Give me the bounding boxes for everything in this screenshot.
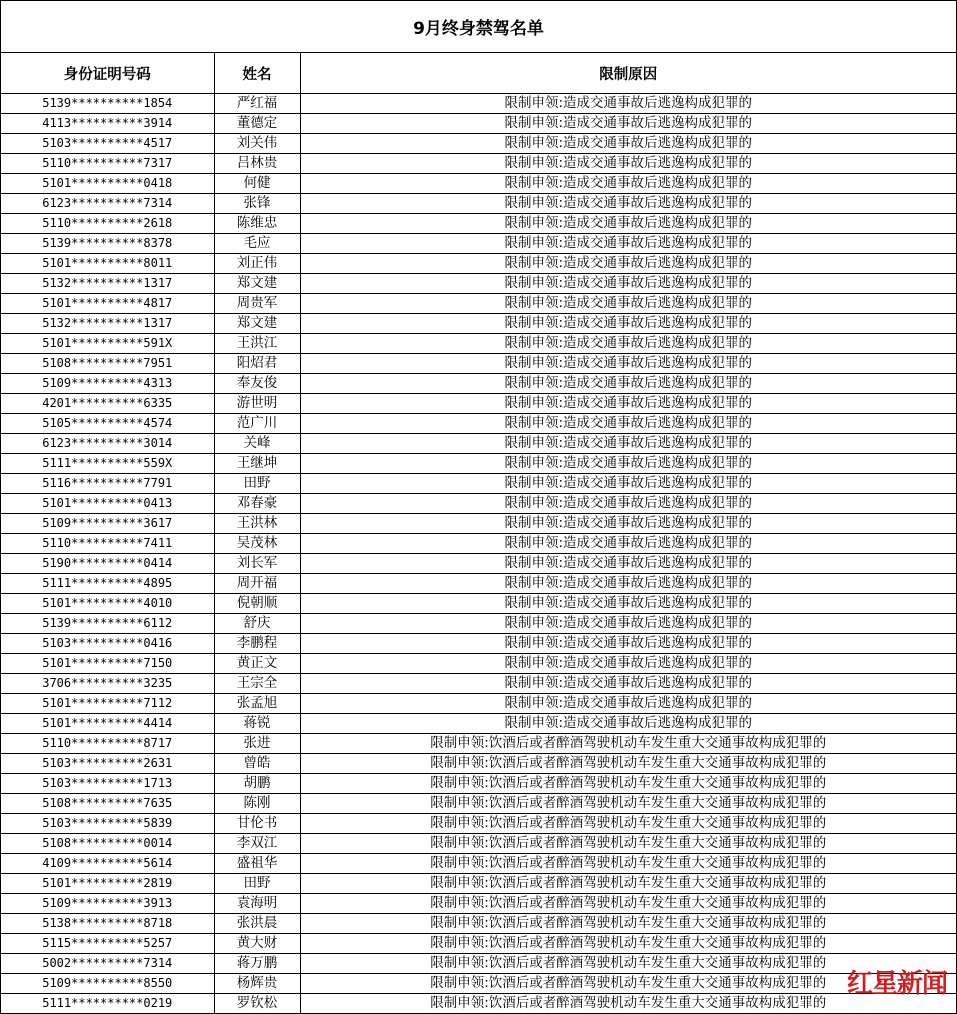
reason-cell: 限制申领:造成交通事故后逃逸构成犯罪的	[300, 694, 956, 714]
table-row	[1, 294, 956, 314]
name-cell: 杨辉贵	[214, 974, 300, 994]
reason-cell: 限制申领:饮酒后或者醉酒驾驶机动车发生重大交通事故构成犯罪的	[300, 994, 956, 1014]
reason-cell: 限制申领:饮酒后或者醉酒驾驶机动车发生重大交通事故构成犯罪的	[300, 774, 956, 794]
name-cell: 周开福	[214, 574, 300, 594]
name-cell: 范广川	[214, 414, 300, 434]
table-row	[1, 754, 956, 774]
name-cell: 倪朝顺	[214, 594, 300, 614]
id-number-cell: 5101**********4010	[1, 594, 214, 614]
reason-cell: 限制申领:造成交通事故后逃逸构成犯罪的	[300, 214, 956, 234]
table-row	[1, 114, 956, 134]
table-row	[1, 934, 956, 954]
id-number-cell: 5109**********4313	[1, 374, 214, 394]
table-row	[1, 994, 956, 1014]
name-cell: 李双江	[214, 834, 300, 854]
table-row	[1, 354, 956, 374]
table-row	[1, 254, 956, 274]
name-cell: 曾皓	[214, 754, 300, 774]
name-cell: 黄正文	[214, 654, 300, 674]
name-cell: 何健	[214, 174, 300, 194]
id-number-cell: 5101**********4817	[1, 294, 214, 314]
name-cell: 张孟旭	[214, 694, 300, 714]
reason-cell: 限制申领:造成交通事故后逃逸构成犯罪的	[300, 94, 956, 114]
table-row	[1, 674, 956, 694]
name-cell: 董德定	[214, 114, 300, 134]
name-cell: 罗钦松	[214, 994, 300, 1014]
name-cell: 吕林贵	[214, 154, 300, 174]
name-cell: 盛祖华	[214, 854, 300, 874]
id-number-cell: 5110**********7411	[1, 534, 214, 554]
name-cell: 刘正伟	[214, 254, 300, 274]
id-number-cell: 5103**********4517	[1, 134, 214, 154]
id-number-cell: 5139**********8378	[1, 234, 214, 254]
reason-cell: 限制申领:饮酒后或者醉酒驾驶机动车发生重大交通事故构成犯罪的	[300, 954, 956, 974]
table-row	[1, 954, 956, 974]
id-number-cell: 5101**********0418	[1, 174, 214, 194]
reason-cell: 限制申领:造成交通事故后逃逸构成犯罪的	[300, 714, 956, 734]
table-row	[1, 174, 956, 194]
name-cell: 刘长军	[214, 554, 300, 574]
name-cell: 关峰	[214, 434, 300, 454]
id-number-cell: 5116**********7791	[1, 474, 214, 494]
ban-list-table	[1, 53, 956, 1014]
id-number-cell: 5110**********7317	[1, 154, 214, 174]
id-number-cell: 5139**********6112	[1, 614, 214, 634]
reason-cell: 限制申领:造成交通事故后逃逸构成犯罪的	[300, 154, 956, 174]
id-number-cell: 5139**********1854	[1, 94, 214, 114]
reason-cell: 限制申领:饮酒后或者醉酒驾驶机动车发生重大交通事故构成犯罪的	[300, 974, 956, 994]
id-number-cell: 5109**********8550	[1, 974, 214, 994]
table-row	[1, 574, 956, 594]
table-row	[1, 974, 956, 994]
name-cell: 陈刚	[214, 794, 300, 814]
table-row	[1, 194, 956, 214]
table-row	[1, 834, 956, 854]
table-row	[1, 634, 956, 654]
reason-cell: 限制申领:造成交通事故后逃逸构成犯罪的	[300, 574, 956, 594]
id-number-cell: 5111**********0219	[1, 994, 214, 1014]
id-number-cell: 5103**********1713	[1, 774, 214, 794]
name-cell: 陈维忠	[214, 214, 300, 234]
watermark-logo: 红星新闻	[846, 969, 947, 999]
reason-cell: 限制申领:造成交通事故后逃逸构成犯罪的	[300, 254, 956, 274]
reason-cell: 限制申领:造成交通事故后逃逸构成犯罪的	[300, 234, 956, 254]
id-number-cell: 5101**********4414	[1, 714, 214, 734]
reason-cell: 限制申领:饮酒后或者醉酒驾驶机动车发生重大交通事故构成犯罪的	[300, 894, 956, 914]
reason-cell: 限制申领:造成交通事故后逃逸构成犯罪的	[300, 614, 956, 634]
table-row	[1, 474, 956, 494]
table-row	[1, 814, 956, 834]
name-cell: 张锋	[214, 194, 300, 214]
id-number-cell: 6123**********3014	[1, 434, 214, 454]
header-id-number: 身份证明号码	[1, 53, 214, 94]
name-cell: 舒庆	[214, 614, 300, 634]
name-cell: 袁海明	[214, 894, 300, 914]
id-number-cell: 5101**********7112	[1, 694, 214, 714]
id-number-cell: 5109**********3617	[1, 514, 214, 534]
name-cell: 王洪江	[214, 334, 300, 354]
reason-cell: 限制申领:造成交通事故后逃逸构成犯罪的	[300, 534, 956, 554]
name-cell: 毛应	[214, 234, 300, 254]
id-number-cell: 5103**********0416	[1, 634, 214, 654]
table-row	[1, 914, 956, 934]
reason-cell: 限制申领:造成交通事故后逃逸构成犯罪的	[300, 194, 956, 214]
id-number-cell: 5109**********3913	[1, 894, 214, 914]
reason-cell: 限制申领:造成交通事故后逃逸构成犯罪的	[300, 514, 956, 534]
table-row	[1, 314, 956, 334]
table-row	[1, 534, 956, 554]
name-cell: 严红福	[214, 94, 300, 114]
id-number-cell: 5101**********591X	[1, 334, 214, 354]
name-cell: 王宗全	[214, 674, 300, 694]
name-cell: 阳炤君	[214, 354, 300, 374]
reason-cell: 限制申领:造成交通事故后逃逸构成犯罪的	[300, 434, 956, 454]
id-number-cell: 5101**********7150	[1, 654, 214, 674]
id-number-cell: 5108**********0014	[1, 834, 214, 854]
table-row	[1, 374, 956, 394]
id-number-cell: 5110**********8717	[1, 734, 214, 754]
reason-cell: 限制申领:造成交通事故后逃逸构成犯罪的	[300, 114, 956, 134]
reason-cell: 限制申领:饮酒后或者醉酒驾驶机动车发生重大交通事故构成犯罪的	[300, 754, 956, 774]
reason-cell: 限制申领:饮酒后或者醉酒驾驶机动车发生重大交通事故构成犯罪的	[300, 734, 956, 754]
id-number-cell: 5108**********7951	[1, 354, 214, 374]
table-row	[1, 234, 956, 254]
reason-cell: 限制申领:造成交通事故后逃逸构成犯罪的	[300, 274, 956, 294]
id-number-cell: 5190**********0414	[1, 554, 214, 574]
reason-cell: 限制申领:饮酒后或者醉酒驾驶机动车发生重大交通事故构成犯罪的	[300, 814, 956, 834]
table-row	[1, 554, 956, 574]
id-number-cell: 5101**********0413	[1, 494, 214, 514]
table-row	[1, 714, 956, 734]
reason-cell: 限制申领:造成交通事故后逃逸构成犯罪的	[300, 474, 956, 494]
table-row	[1, 894, 956, 914]
table-row	[1, 734, 956, 754]
header-name: 姓名	[214, 53, 300, 94]
id-number-cell: 5105**********4574	[1, 414, 214, 434]
name-cell: 田野	[214, 874, 300, 894]
id-number-cell: 5108**********7635	[1, 794, 214, 814]
name-cell: 郑文建	[214, 274, 300, 294]
name-cell: 刘关伟	[214, 134, 300, 154]
reason-cell: 限制申领:造成交通事故后逃逸构成犯罪的	[300, 454, 956, 474]
table-row	[1, 614, 956, 634]
table-row	[1, 774, 956, 794]
reason-cell: 限制申领:造成交通事故后逃逸构成犯罪的	[300, 394, 956, 414]
name-cell: 蒋锐	[214, 714, 300, 734]
table-row	[1, 594, 956, 614]
reason-cell: 限制申领:造成交通事故后逃逸构成犯罪的	[300, 174, 956, 194]
reason-cell: 限制申领:造成交通事故后逃逸构成犯罪的	[300, 354, 956, 374]
id-number-cell: 5138**********8718	[1, 914, 214, 934]
name-cell: 周贵军	[214, 294, 300, 314]
id-number-cell: 5103**********2631	[1, 754, 214, 774]
id-number-cell: 5101**********2819	[1, 874, 214, 894]
table-row	[1, 414, 956, 434]
table-row	[1, 454, 956, 474]
table-row	[1, 154, 956, 174]
reason-cell: 限制申领:造成交通事故后逃逸构成犯罪的	[300, 414, 956, 434]
reason-cell: 限制申领:造成交通事故后逃逸构成犯罪的	[300, 554, 956, 574]
reason-cell: 限制申领:饮酒后或者醉酒驾驶机动车发生重大交通事故构成犯罪的	[300, 834, 956, 854]
id-number-cell: 5103**********5839	[1, 814, 214, 834]
reason-cell: 限制申领:饮酒后或者醉酒驾驶机动车发生重大交通事故构成犯罪的	[300, 854, 956, 874]
name-cell: 张洪晨	[214, 914, 300, 934]
reason-cell: 限制申领:造成交通事故后逃逸构成犯罪的	[300, 134, 956, 154]
name-cell: 黄大财	[214, 934, 300, 954]
id-number-cell: 5111**********4895	[1, 574, 214, 594]
name-cell: 奉友俊	[214, 374, 300, 394]
reason-cell: 限制申领:造成交通事故后逃逸构成犯罪的	[300, 314, 956, 334]
reason-cell: 限制申领:造成交通事故后逃逸构成犯罪的	[300, 674, 956, 694]
id-number-cell: 4113**********3914	[1, 114, 214, 134]
id-number-cell: 5002**********7314	[1, 954, 214, 974]
reason-cell: 限制申领:饮酒后或者醉酒驾驶机动车发生重大交通事故构成犯罪的	[300, 794, 956, 814]
table-row	[1, 214, 956, 234]
id-number-cell: 5132**********1317	[1, 274, 214, 294]
table-row	[1, 794, 956, 814]
reason-cell: 限制申领:造成交通事故后逃逸构成犯罪的	[300, 634, 956, 654]
reason-cell: 限制申领:造成交通事故后逃逸构成犯罪的	[300, 334, 956, 354]
table-row	[1, 334, 956, 354]
id-number-cell: 3706**********3235	[1, 674, 214, 694]
id-number-cell: 5132**********1317	[1, 314, 214, 334]
table-row	[1, 654, 956, 674]
name-cell: 蒋万鹏	[214, 954, 300, 974]
id-number-cell: 5115**********5257	[1, 934, 214, 954]
name-cell: 邓春豪	[214, 494, 300, 514]
table-row	[1, 274, 956, 294]
id-number-cell: 5110**********2618	[1, 214, 214, 234]
id-number-cell: 5101**********8011	[1, 254, 214, 274]
name-cell: 李鹏程	[214, 634, 300, 654]
reason-cell: 限制申领:造成交通事故后逃逸构成犯罪的	[300, 594, 956, 614]
table-row	[1, 94, 956, 114]
table-body	[1, 94, 956, 1014]
name-cell: 王继坤	[214, 454, 300, 474]
id-number-cell: 4109**********5614	[1, 854, 214, 874]
name-cell: 甘伦书	[214, 814, 300, 834]
reason-cell: 限制申领:造成交通事故后逃逸构成犯罪的	[300, 494, 956, 514]
reason-cell: 限制申领:造成交通事故后逃逸构成犯罪的	[300, 294, 956, 314]
id-number-cell: 6123**********7314	[1, 194, 214, 214]
header-reason: 限制原因	[300, 53, 956, 94]
name-cell: 胡鹏	[214, 774, 300, 794]
table-row	[1, 874, 956, 894]
reason-cell: 限制申领:造成交通事故后逃逸构成犯罪的	[300, 654, 956, 674]
table-header-row	[1, 53, 956, 94]
reason-cell: 限制申领:饮酒后或者醉酒驾驶机动车发生重大交通事故构成犯罪的	[300, 934, 956, 954]
name-cell: 游世明	[214, 394, 300, 414]
reason-cell: 限制申领:饮酒后或者醉酒驾驶机动车发生重大交通事故构成犯罪的	[300, 914, 956, 934]
reason-cell: 限制申领:饮酒后或者醉酒驾驶机动车发生重大交通事故构成犯罪的	[300, 874, 956, 894]
id-number-cell: 4201**********6335	[1, 394, 214, 414]
name-cell: 张进	[214, 734, 300, 754]
table-row	[1, 854, 956, 874]
table-row	[1, 694, 956, 714]
name-cell: 田野	[214, 474, 300, 494]
name-cell: 吴茂林	[214, 534, 300, 554]
table-row	[1, 514, 956, 534]
document-title: 9月终身禁驾名单	[1, 0, 956, 53]
reason-cell: 限制申领:造成交通事故后逃逸构成犯罪的	[300, 374, 956, 394]
table-row	[1, 434, 956, 454]
table-row	[1, 134, 956, 154]
id-number-cell: 5111**********559X	[1, 454, 214, 474]
table-row	[1, 394, 956, 414]
name-cell: 王洪林	[214, 514, 300, 534]
table-row	[1, 494, 956, 514]
name-cell: 郑文建	[214, 314, 300, 334]
